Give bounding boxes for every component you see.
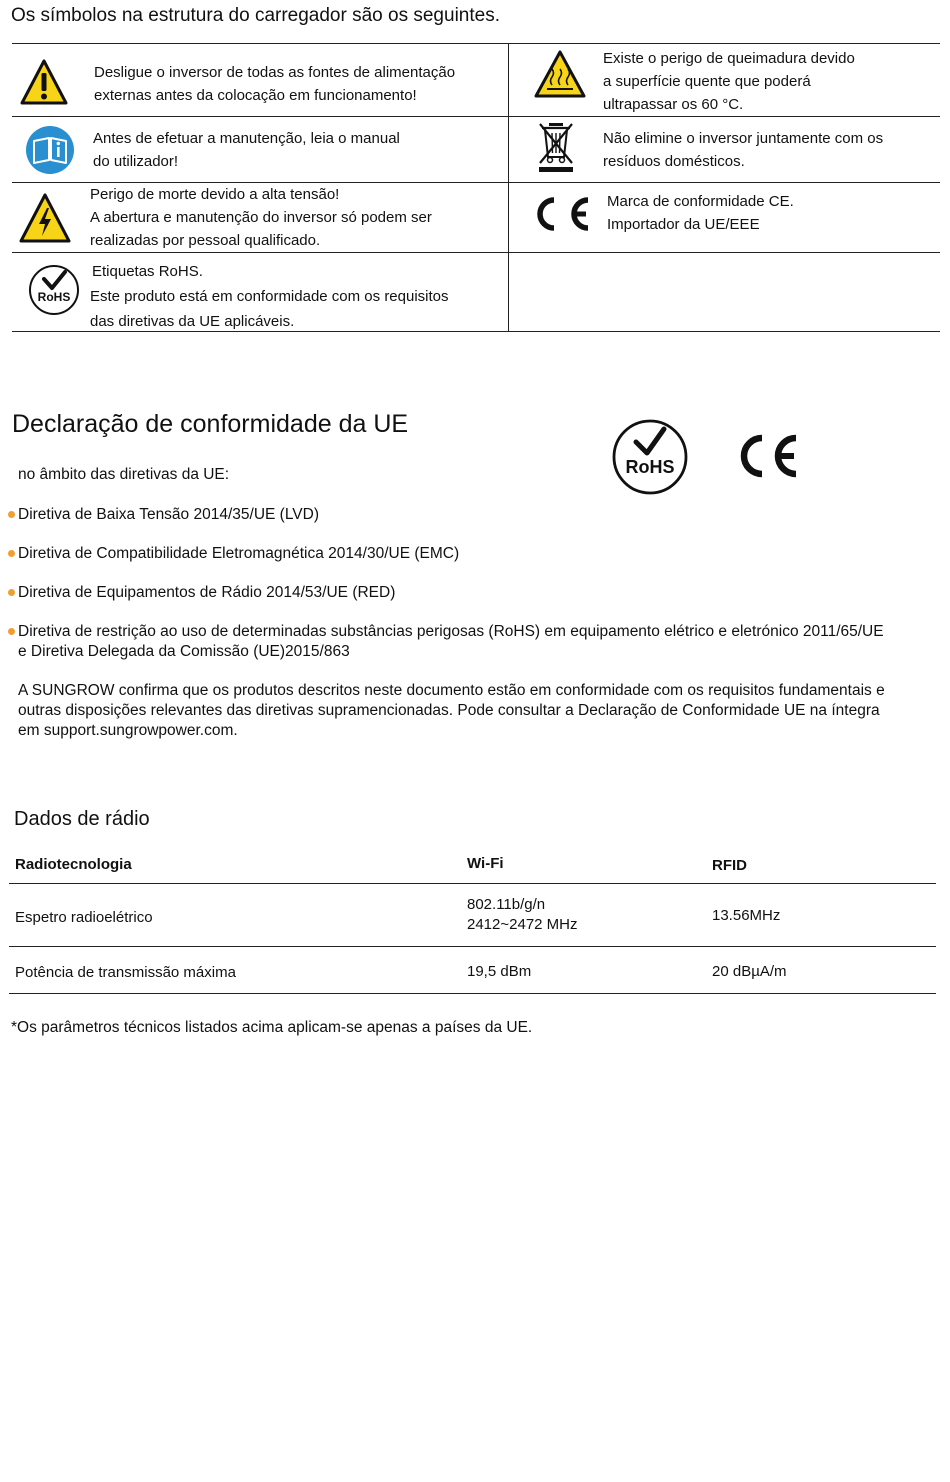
page-heading: Os símbolos na estrutura do carregador são os seguintes. [11, 5, 500, 26]
declaration-title: Declaração de conformidade da UE [12, 410, 409, 438]
symbol-cell-text: Antes de efetuar a manutenção, leia o manual do utilizador! [93, 130, 400, 170]
hot-surface-icon [533, 49, 587, 99]
column-header: RFID [712, 857, 747, 874]
ce-logo-icon [738, 433, 802, 479]
manual-info-icon [25, 125, 75, 175]
symbol-cell-text: Perigo de morte devido a alta tensão! A abertura e manutenção do inversor só podem ser realizadas por pessoal qualificado. [90, 186, 432, 249]
declaration-statement: A SUNGROW confirma que os produtos descritos neste documento estão em conformidade com os requisitos fundamentais e outras disposições relevantes das diretivas supramencionadas. Pode consultar a Declaração de Conformidade UE na íntegra em support.sungrowpower.com. [18, 682, 885, 739]
bullet-dot [8, 550, 15, 557]
symbol-cell-text: Marca de conformidade CE. Importador da UE/EEE [607, 193, 794, 233]
table-cell: 19,5 dBm [467, 963, 532, 980]
rohs-icon [28, 264, 80, 316]
radio-footnote: *Os parâmetros técnicos listados acima aplicam-se apenas a países da UE. [11, 1019, 533, 1036]
directive-item: Diretiva de restrição ao uso de determinadas substâncias perigosas (RoHS) em equipamento elétrico e eletrónico 2011/65/UE e Diretiva Delegada da Comissão (UE)2015/863 [18, 623, 884, 660]
bullet-dot [8, 589, 15, 596]
symbol-cell-text: Etiquetas RoHS. Este produto está em conformidade com os requisitos das diretivas da UE aplicáveis. [90, 263, 449, 330]
rohs-icon-label: RoHS [37, 290, 71, 304]
symbol-cell-text: Desligue o inversor de todas as fontes de alimentação externas antes da colocação em funcionamento! [94, 64, 456, 104]
table-row-label: Potência de transmissão máxima [15, 964, 236, 981]
ce-mark-icon [530, 195, 594, 233]
bullet-dot [8, 628, 15, 635]
radio-title: Dados de rádio [14, 808, 150, 830]
table-cell: 20 dBµA/m [712, 963, 787, 980]
symbol-cell-text: Não elimine o inversor juntamente com os resíduos domésticos. [603, 130, 884, 170]
warning-triangle-icon [19, 58, 69, 106]
column-header: Wi-Fi [467, 855, 504, 872]
table-cell: 13.56MHz [712, 907, 781, 924]
directive-item: Diretiva de Compatibilidade Eletromagnética 2014/30/UE (EMC) [18, 545, 460, 562]
directive-item: Diretiva de Equipamentos de Rádio 2014/53/UE (RED) [18, 584, 396, 601]
bullet-dot [8, 511, 15, 518]
directive-item: Diretiva de Baixa Tensão 2014/35/UE (LVD) [18, 506, 319, 523]
rohs-logo-label: RoHS [625, 457, 675, 477]
crossed-bin-icon [537, 121, 575, 173]
symbol-cell-text: Existe o perigo de queimadura devido a superfície quente que poderá ultrapassar os 60 °C. [603, 50, 855, 113]
table-row-label: Espetro radioelétrico [15, 909, 153, 926]
table-cell: 802.11b/g/n 2412~2472 MHz [467, 896, 578, 933]
high-voltage-icon [18, 192, 72, 244]
declaration-intro: no âmbito das diretivas da UE: [18, 466, 230, 483]
rohs-logo-icon [610, 417, 690, 497]
column-header: Radiotecnologia [15, 856, 132, 873]
